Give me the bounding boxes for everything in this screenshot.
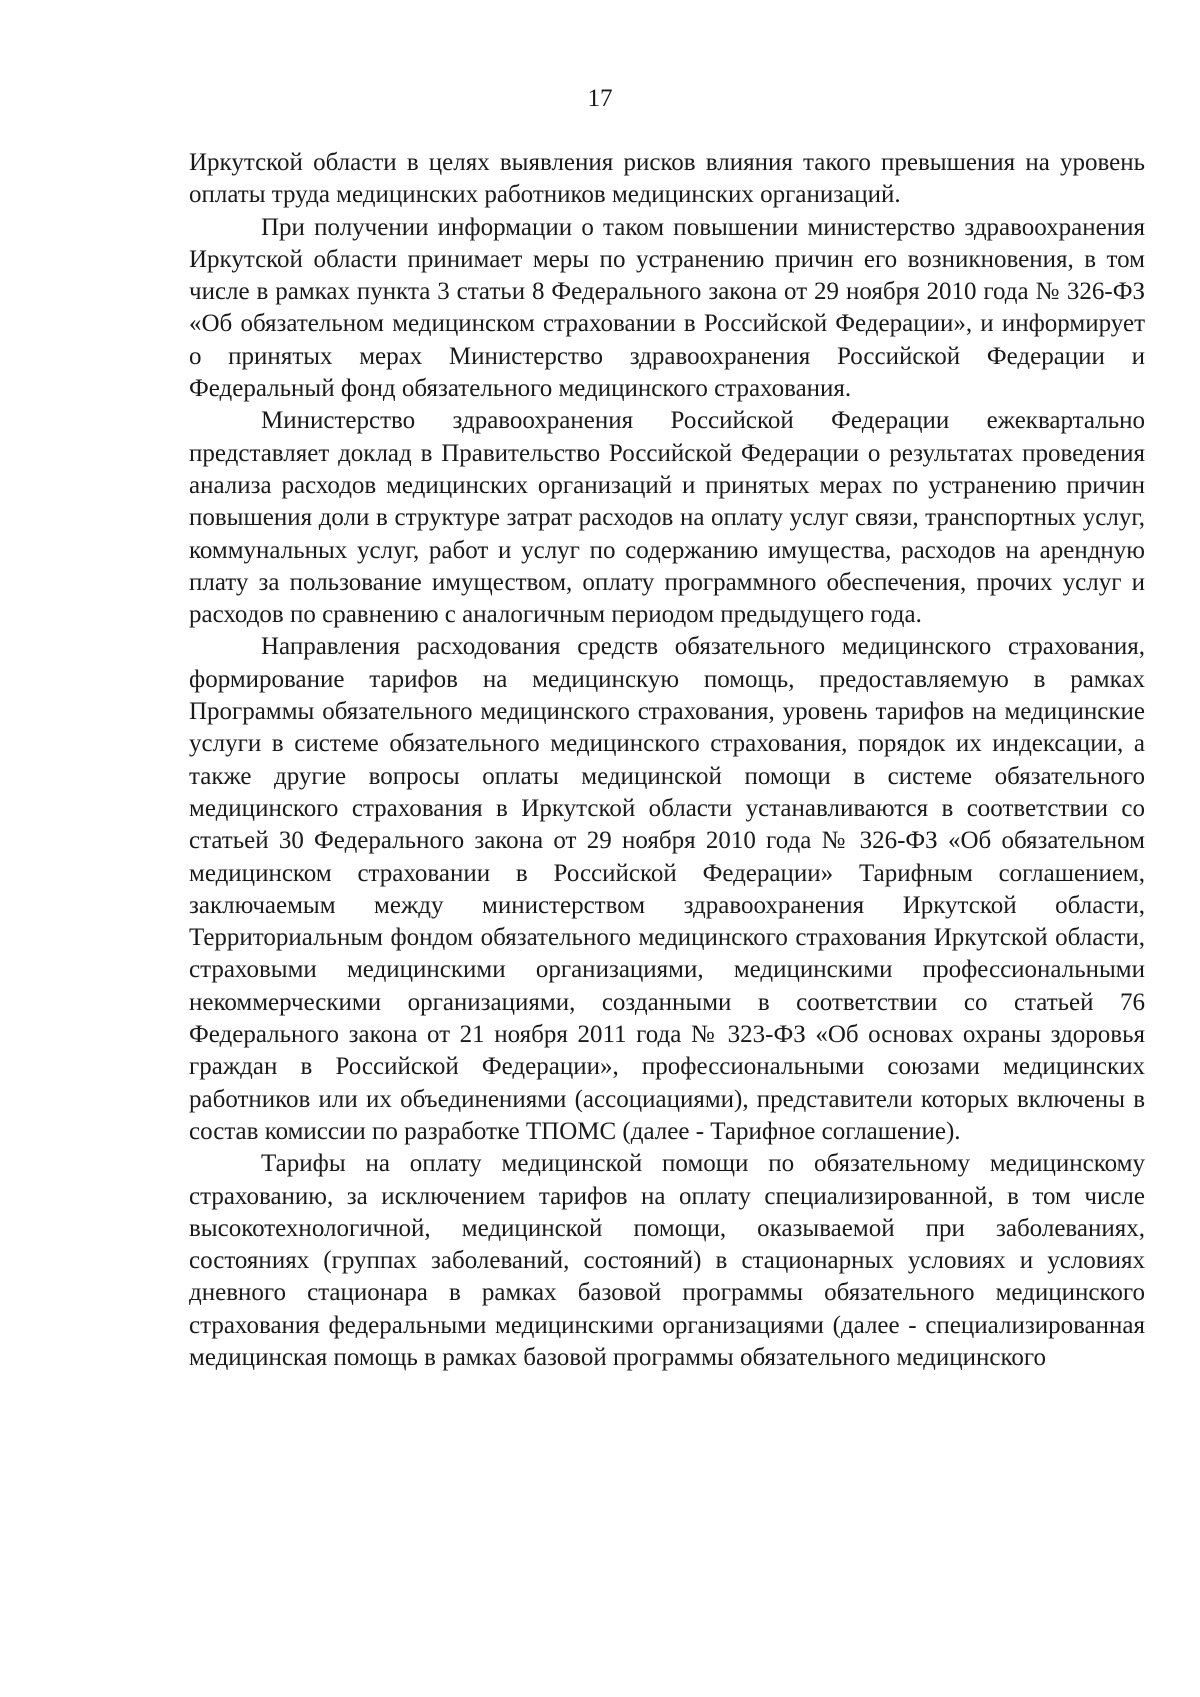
paragraph-continuation: Иркутской области в целях выявления рисков влияния такого превышения на уровень оплаты труда медицинских работников медицинских организаций. xyxy=(189,149,1145,209)
document-body xyxy=(189,147,1145,1374)
page-number: 17 xyxy=(587,85,613,112)
paragraph: Тарифы на оплату медицинской помощи по обязательному медицинскому страхованию, за исключением тарифов на оплату специализированной, в том числе высокотехнологичной, медицинской помощи, оказываемой при заболеваниях, состояниях (группах заболеваний, состояний) в стационарных условиях и условиях дневного стационара в рамках базовой программы обязательного медицинского страхования федеральными медицинскими организациями (далее - специализированная медицинская помощь в рамках базовой программы обязательного медицинского xyxy=(189,1150,1145,1371)
paragraph: При получении информации о таком повышении министерство здравоохранения Иркутской области принимает меры по устранению причин его возникновения, в том числе в рамках пункта 3 статьи 8 Федерального закона от 29 ноября 2010 года № 326-ФЗ «Об обязательном медицинском страховании в Российской Федерации», и информирует о принятых мерах Министерство здравоохранения Российской Федерации и Федеральный фонд обязательного медицинского страхования. xyxy=(189,213,1145,403)
paragraph: Министерство здравоохранения Российской Федерации ежеквартально представляет доклад в Правительство Российской Федерации о результатах проведения анализа расходов медицинских организаций и принятых мерах по устранению причин повышения доли в структуре затрат расходов на оплату услуг связи, транспортных услуг, коммунальных услуг, работ и услуг по содержанию имущества, расходов на арендную плату за пользование имуществом, оплату программного обеспечения, прочих услуг и расходов по сравнению с аналогичным периодом предыдущего года. xyxy=(189,407,1145,629)
paragraph: Направления расходования средств обязательного медицинского страхования, формирование тарифов на медицинскую помощь, предоставляемую в рамках Программы обязательного медицинского страхования, уровень тарифов на медицинские услуги в системе обязательного медицинского страхования, порядок их индексации, а также другие вопросы оплаты медицинской помощи в системе обязательного медицинского страхования в Иркутской области устанавливаются в соответствии со статьей 30 Федерального закона от 29 ноября 2010 года № 326-ФЗ «Об обязательном медицинском страховании в Российской Федерации» Тарифным соглашением, заключаемым между министерством здравоохранения Иркутской области, Территориальным фондом обязательного медицинского страхования Иркутской области, страховыми медицинскими организациями, медицинскими профессиональными некоммерческими организациями, созданными в соответствии со статьей 76 Федерального закона от 21 ноября 2011 года № 323-ФЗ «Об основах охраны здоровья граждан в Российской Федерации», профессиональными союзами медицинских работников или их объединениями (ассоциациями), представители которых включены в состав комиссии по разработке ТПОМС (далее - Тарифное соглашение). xyxy=(189,633,1145,1145)
